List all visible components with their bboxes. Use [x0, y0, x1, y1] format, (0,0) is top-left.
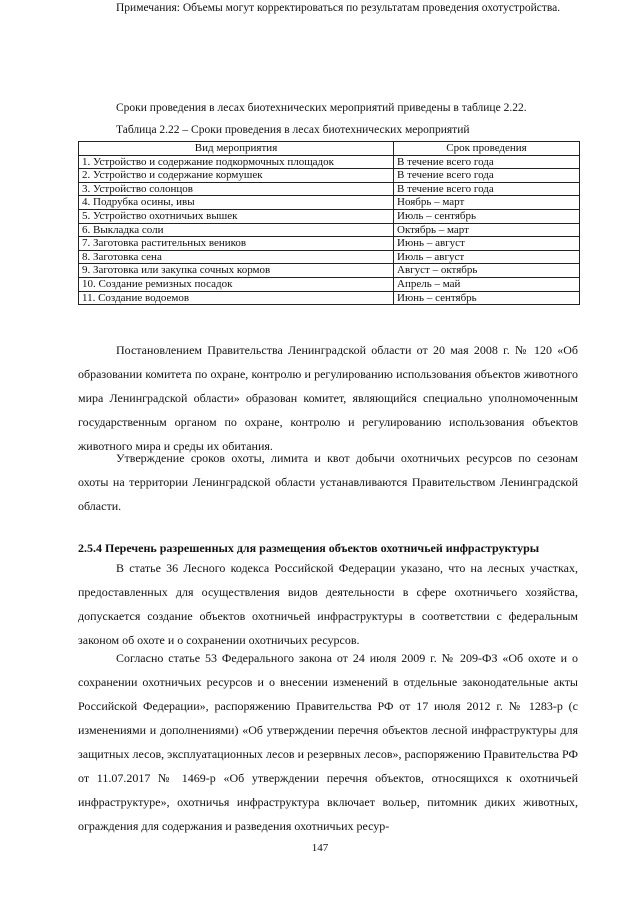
table-row: [79, 196, 580, 210]
table-note: Примечания: Объемы могут корректироваться по результатам проведения охотустройства.: [116, 2, 561, 14]
event-cell: 2. Устройство и содержание кормушек: [79, 169, 394, 183]
table-row: [79, 209, 580, 223]
paragraph-text: В статье 36 Лесного кодекса Российской Федерации указано, что на лесных участках, предоставленных для осуществления видов деятельности в сфере охотничьего хозяйства, допускается создание объектов охотничьей инфраструктуры в соответствии с федеральным законом об охоте и о сохранении охотничьих ресурсов.: [78, 561, 578, 647]
period-cell: Октябрь – март: [394, 223, 580, 237]
table-row: [79, 264, 580, 278]
event-cell: 3. Устройство солонцов: [79, 182, 394, 196]
column-header-period: Срок проведения: [394, 142, 580, 156]
period-cell: Август – октябрь: [394, 264, 580, 278]
period-cell: Июль – сентябрь: [394, 209, 580, 223]
period-cell: Ноябрь – март: [394, 196, 580, 210]
period-cell: Июль – август: [394, 250, 580, 264]
event-cell: 7. Заготовка растительных веников: [79, 237, 394, 251]
table-row: [79, 237, 580, 251]
table-row: [79, 250, 580, 264]
event-cell: 8. Заготовка сена: [79, 250, 394, 264]
paragraph-hunting-terms: [78, 446, 578, 518]
paragraph-text: Постановлением Правительства Ленинградской области от 20 мая 2008 г. № 120 «Об образовании комитета по охране, контролю и регулированию использования объектов животного мира Ленинградской области» образован комитет, являющийся специально уполномоченным государственным органом по охране, контролю и регулированию использования объектов животного мира и среды их обитания.: [78, 343, 578, 453]
table-row: [79, 277, 580, 291]
period-cell: В течение всего года: [394, 182, 580, 196]
events-table: [78, 141, 580, 305]
event-cell: 10. Создание ремизных посадок: [79, 277, 394, 291]
event-cell: 11. Создание водоемов: [79, 291, 394, 305]
event-cell: 4. Подрубка осины, ивы: [79, 196, 394, 210]
table-header-row: [79, 142, 580, 156]
paragraph-text: Утверждение сроков охоты, лимита и квот добычи охотничьих ресурсов по сезонам охоты на территории Ленинградской области устанавливаются Правительством Ленинградской области.: [78, 451, 578, 513]
event-cell: 9. Заготовка или закупка сочных кормов: [79, 264, 394, 278]
event-cell: 5. Устройство охотничьих вышек: [79, 209, 394, 223]
table-intro: Сроки проведения в лесах биотехнических мероприятий приведены в таблице 2.22.: [116, 102, 527, 114]
period-cell: В течение всего года: [394, 169, 580, 183]
paragraph-text: Согласно статье 53 Федерального закона от 24 июля 2009 г. № 209-ФЗ «Об охоте и о сохранении охотничьих ресурсов и о внесении изменений в отдельные законодательные акты Российской Федерации», распоряжению Правительства РФ от 17 июля 2012 г. № 1283-р (с изменениями и дополнениями) «Об утверждении перечня объектов лесной инфраструктуры для защитных лесов, эксплуатационных лесов и резервных лесов», распоряжению Правительства РФ от 11.07.2017 № 1469-р «Об утверждении перечня объектов, относящихся к охотничьей инфраструктуре», охотничья инфраструктура включает вольер, питомник диких животных, ограждения для содержания и разведения охотничьих ресур-: [78, 651, 578, 833]
period-cell: Июнь – сентябрь: [394, 291, 580, 305]
period-cell: Июнь – август: [394, 237, 580, 251]
table-row: [79, 169, 580, 183]
table-row: [79, 223, 580, 237]
table-row: [79, 182, 580, 196]
section-heading: 2.5.4 Перечень разрешенных для размещения объектов охотничьей инфраструктуры: [78, 541, 540, 555]
period-cell: Апрель – май: [394, 277, 580, 291]
table-row: [79, 291, 580, 305]
paragraph-committee: [78, 338, 578, 458]
intro-block: [78, 100, 578, 117]
table-row: [79, 155, 580, 169]
page-number: 147: [311, 842, 329, 854]
table-caption: Таблица 2.22 – Сроки проведения в лесах биотехнических мероприятий: [116, 124, 470, 136]
event-cell: 6. Выкладка соли: [79, 223, 394, 237]
paragraph-federal-law: [78, 646, 578, 838]
paragraph-forest-code: [78, 556, 578, 652]
period-cell: В течение всего года: [394, 155, 580, 169]
column-header-event: Вид мероприятия: [79, 142, 394, 156]
event-cell: 1. Устройство и содержание подкормочных площадок: [79, 155, 394, 169]
